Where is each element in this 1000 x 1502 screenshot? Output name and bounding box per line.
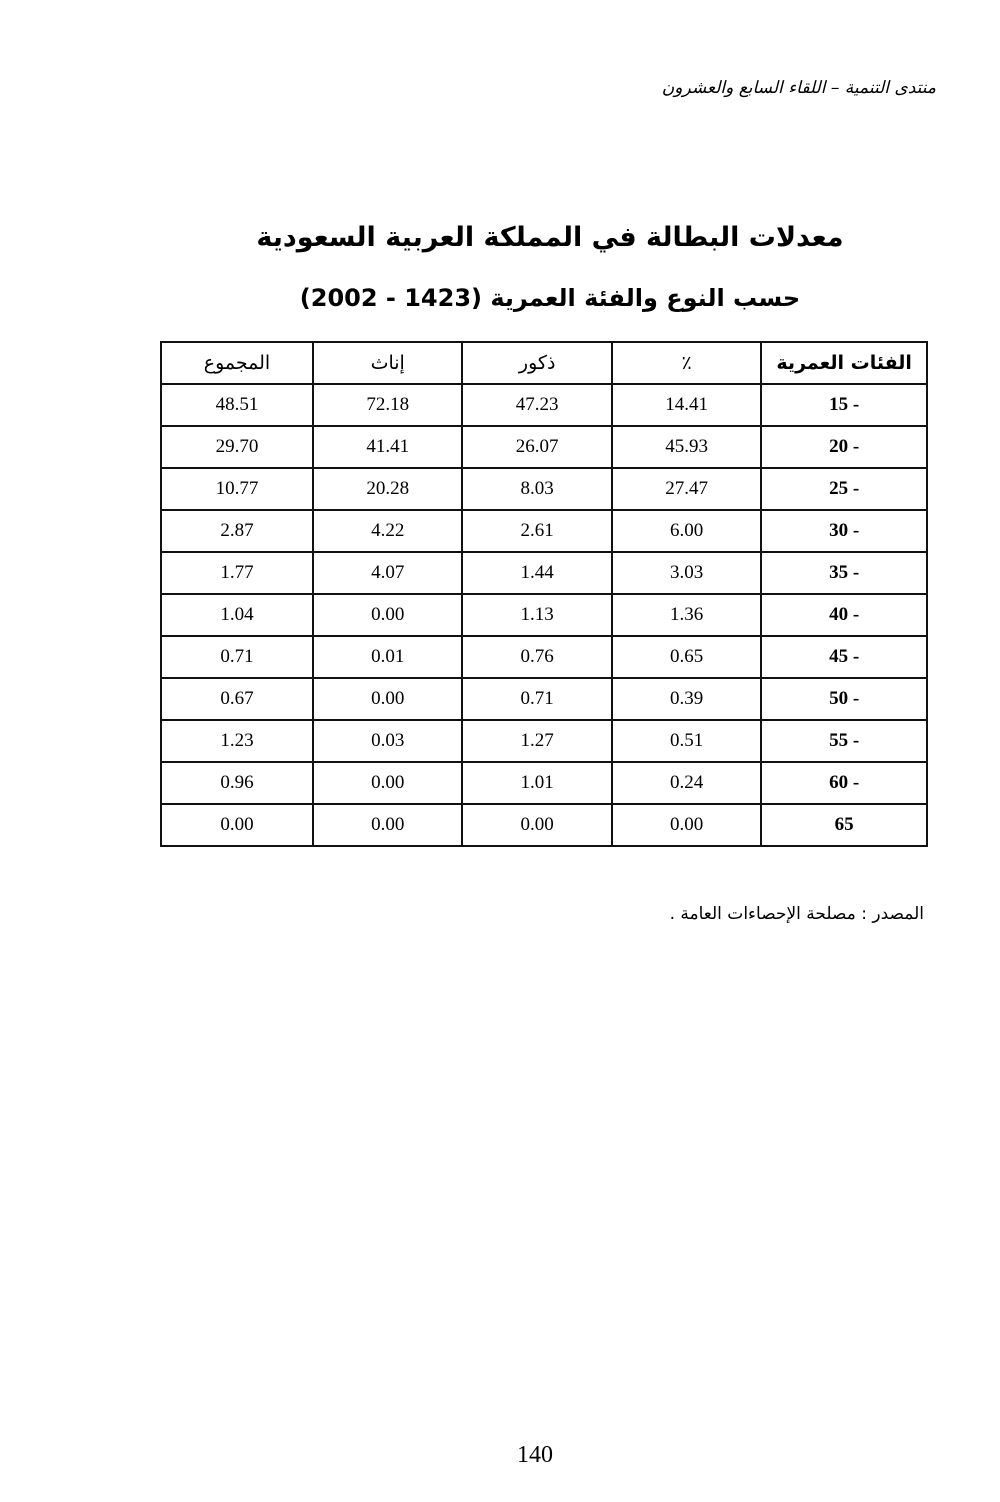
males-cell: 0.71 (462, 678, 611, 720)
column-header-total: المجموع (161, 342, 313, 384)
age-cell: 25 - (761, 468, 927, 510)
table-row (161, 804, 927, 846)
males-cell: 8.03 (462, 468, 611, 510)
percent-cell: 14.41 (612, 384, 761, 426)
percent-cell: 3.03 (612, 552, 761, 594)
total-cell: 10.77 (161, 468, 313, 510)
running-header: منتدى التنمية – اللقاء السابع والعشرون (661, 78, 936, 98)
total-cell: 2.87 (161, 510, 313, 552)
males-cell: 26.07 (462, 426, 611, 468)
percent-cell: 0.00 (612, 804, 761, 846)
table-header-row (161, 342, 927, 384)
total-cell: 1.04 (161, 594, 313, 636)
percent-cell: 45.93 (612, 426, 761, 468)
column-header-males: ذكور (462, 342, 611, 384)
percent-cell: 1.36 (612, 594, 761, 636)
males-cell: 2.61 (462, 510, 611, 552)
total-cell: 0.00 (161, 804, 313, 846)
table-body (161, 384, 927, 846)
total-cell: 29.70 (161, 426, 313, 468)
females-cell: 4.22 (313, 510, 462, 552)
age-cell: 35 - (761, 552, 927, 594)
age-cell: 45 - (761, 636, 927, 678)
males-cell: 0.76 (462, 636, 611, 678)
table-row (161, 426, 927, 468)
age-cell: 50 - (761, 678, 927, 720)
females-cell: 72.18 (313, 384, 462, 426)
males-cell: 1.13 (462, 594, 611, 636)
table-row (161, 510, 927, 552)
males-cell: 47.23 (462, 384, 611, 426)
table-row (161, 720, 927, 762)
column-header-females: إناث (313, 342, 462, 384)
percent-cell: 6.00 (612, 510, 761, 552)
percent-cell: 0.39 (612, 678, 761, 720)
females-cell: 41.41 (313, 426, 462, 468)
total-cell: 0.67 (161, 678, 313, 720)
total-cell: 0.71 (161, 636, 313, 678)
total-cell: 48.51 (161, 384, 313, 426)
percent-cell: 0.24 (612, 762, 761, 804)
table-row (161, 552, 927, 594)
age-cell: 40 - (761, 594, 927, 636)
total-cell: 1.23 (161, 720, 313, 762)
females-cell: 20.28 (313, 468, 462, 510)
age-cell: 30 - (761, 510, 927, 552)
unemployment-table (160, 341, 928, 847)
males-cell: 1.27 (462, 720, 611, 762)
males-cell: 1.44 (462, 552, 611, 594)
column-header-percent: ٪ (612, 342, 761, 384)
total-cell: 1.77 (161, 552, 313, 594)
table-title: معدلات البطالة في المملكة العربية السعودية (256, 222, 844, 253)
percent-cell: 0.65 (612, 636, 761, 678)
table-row (161, 384, 927, 426)
females-cell: 0.00 (313, 762, 462, 804)
age-cell: 65 (761, 804, 927, 846)
table-row (161, 594, 927, 636)
females-cell: 4.07 (313, 552, 462, 594)
percent-cell: 0.51 (612, 720, 761, 762)
percent-cell: 27.47 (612, 468, 761, 510)
source-note: المصدر : مصلحة الإحصاءات العامة . (669, 904, 924, 924)
age-cell: 20 - (761, 426, 927, 468)
females-cell: 0.03 (313, 720, 462, 762)
table-row (161, 678, 927, 720)
total-cell: 0.96 (161, 762, 313, 804)
table-row (161, 636, 927, 678)
females-cell: 0.00 (313, 678, 462, 720)
table-row (161, 468, 927, 510)
table-row (161, 762, 927, 804)
females-cell: 0.00 (313, 804, 462, 846)
table-subtitle: حسب النوع والفئة العمرية (1423 - 2002) (299, 284, 801, 312)
age-cell: 15 - (761, 384, 927, 426)
males-cell: 0.00 (462, 804, 611, 846)
females-cell: 0.00 (313, 594, 462, 636)
age-cell: 55 - (761, 720, 927, 762)
females-cell: 0.01 (313, 636, 462, 678)
age-cell: 60 - (761, 762, 927, 804)
males-cell: 1.01 (462, 762, 611, 804)
page-number: 140 (517, 1442, 553, 1468)
column-header-age-group: الفئات العمرية (761, 342, 927, 384)
